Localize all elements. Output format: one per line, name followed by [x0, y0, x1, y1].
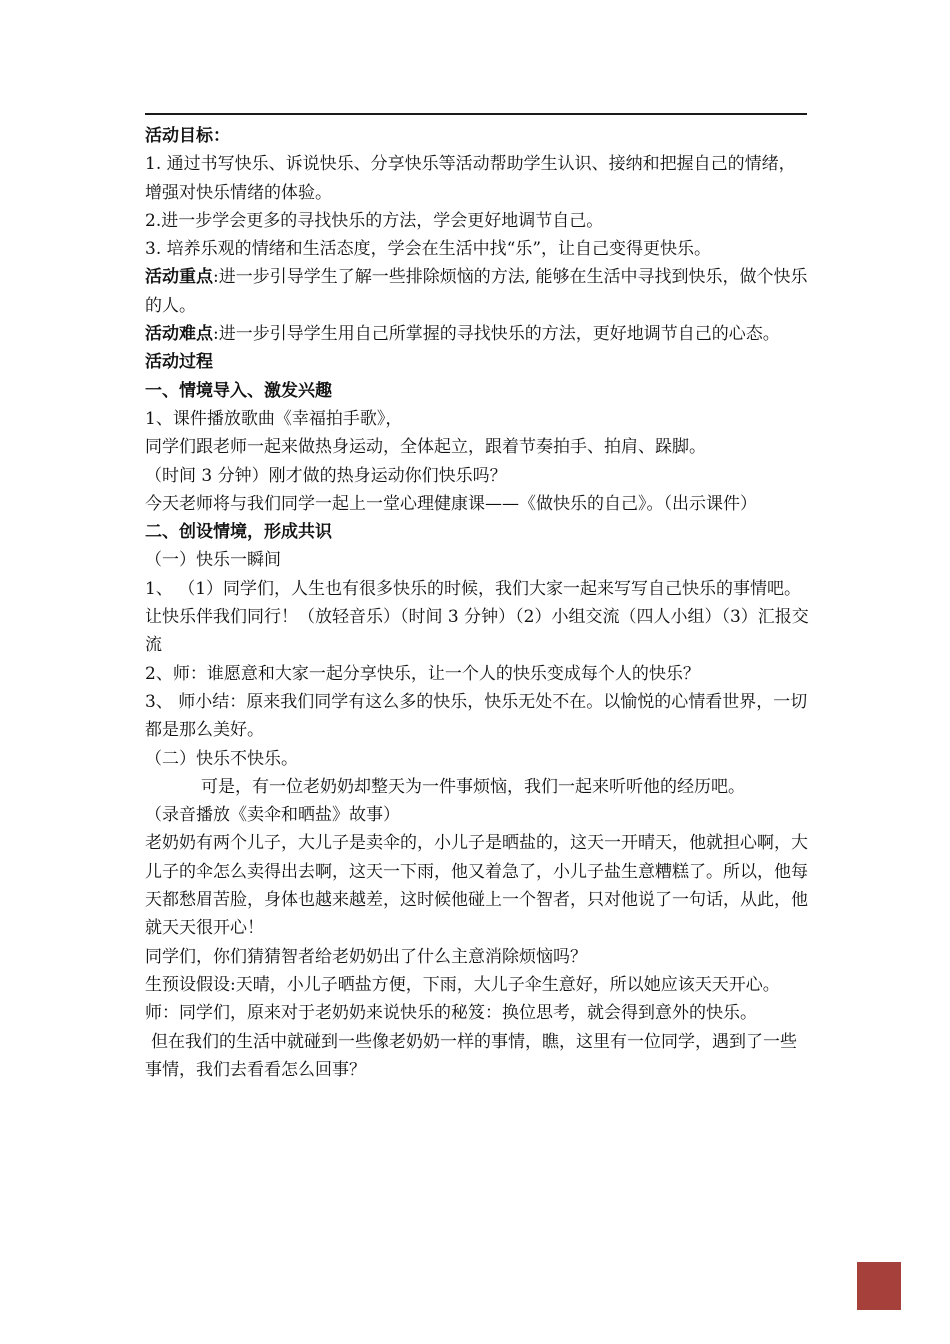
sub-2-p1: 可是，有一位老奶奶却整天为一件事烦恼，我们一起来听听他的经历吧。: [201, 776, 745, 797]
process-heading: 活动过程: [145, 352, 213, 373]
key-point: 活动重点:进一步引导学生了解一些排除烦恼的方法, 能够在生活中寻找到快乐，做个快乐的人。: [145, 267, 808, 316]
s1-p4: 今天老师将与我们同学一起上一堂心理健康课——《做快乐的自己》。（出示课件）: [145, 493, 757, 514]
goal-3: 3. 培养乐观的情绪和生活态度，学会在生活中找“乐”，让自己变得更快乐。: [145, 239, 712, 260]
section-2-heading: 二、创设情境，形成共识: [145, 522, 332, 543]
teacher-note: 师：同学们，原来对于老奶奶来说快乐的秘笈：换位思考，就会得到意外的快乐。: [145, 1003, 757, 1024]
closing: 但在我们的生活中就碰到一些像老奶奶一样的事情，瞧，这里有一位同学，遇到了一些事情，我们去看看怎么回事？: [145, 1031, 797, 1080]
s1-p3: （时间 3 分钟）刚才做的热身运动你们快乐吗？: [145, 465, 507, 486]
story: 老奶奶有两个儿子，大儿子是卖伞的，小儿子是晒盐的，这天一开晴天，他就担心啊，大儿子的伞怎么卖得出去啊，这天一下雨，他又着急了，小儿子盐生意糟糕了。所以，他每天都愁眉苦脸，身体也越来越差，这时候他碰上一个智者，只对他说了一句话，从此，他就天天很开心！: [145, 833, 808, 939]
header-rule: [145, 113, 807, 115]
goal-heading: 活动目标：: [145, 126, 230, 146]
s1-p1: 1、课件播放歌曲《幸福拍手歌》，: [145, 408, 403, 429]
sub-1: （一）快乐一瞬间: [145, 550, 281, 571]
sub-2: （二）快乐不快乐。: [145, 748, 298, 769]
s1-p2: 同学们跟老师一起来做热身运动，全体起立，跟着节奏拍手、拍肩、跺脚。: [145, 437, 706, 458]
preset: 生预设假设:天晴，小儿子晒盐方便，下雨，大儿子伞生意好，所以她应该天天开心。: [145, 974, 780, 995]
sub-2-p2: （录音播放《卖伞和晒盐》故事）: [145, 805, 400, 826]
sub-1-p3: 3、 师小结：原来我们同学有这么多的快乐，快乐无处不在。以愉悦的心情看世界，一切都是那么美好。: [145, 691, 808, 741]
goal-1: 1. 通过书写快乐、诉说快乐、分享快乐等活动帮助学生认识、接纳和把握自己的情绪，增强对快乐情绪的体验。: [145, 154, 796, 203]
difficulty: 活动难点:进一步引导学生用自己所掌握的寻找快乐的方法，更好地调节自己的心态。: [145, 324, 780, 345]
page-corner-marker: [857, 1262, 901, 1310]
section-1-heading: 一、情境导入、激发兴趣: [145, 380, 332, 401]
sub-1-p2: 2、师：谁愿意和大家一起分享快乐，让一个人的快乐变成每个人的快乐？: [145, 663, 700, 684]
goal-2: 2.进一步学会更多的寻找快乐的方法，学会更好地调节自己。: [145, 210, 604, 231]
question: 同学们，你们猜猜智者给老奶奶出了什么主意消除烦恼吗？: [145, 946, 587, 967]
document-body: [145, 122, 810, 1084]
sub-1-p1: 1、 （1）同学们，人生也有很多快乐的时候，我们大家一起来写写自己快乐的事情吧。让快乐伴我们同行！（放轻音乐）（时间 3 分钟）（2）小组交流（四人小组）（3）汇报交流: [145, 578, 809, 656]
